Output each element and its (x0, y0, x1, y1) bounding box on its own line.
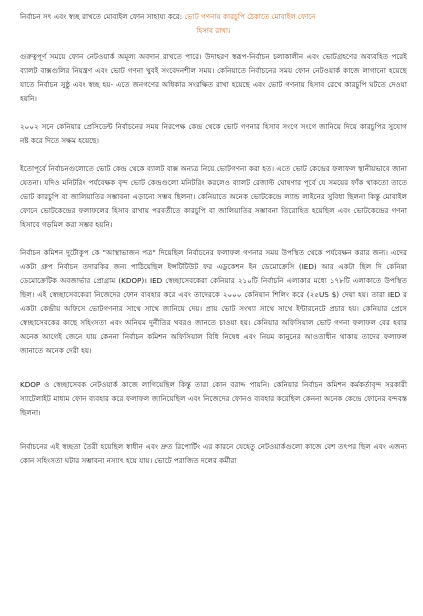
paragraph-4: নির্বাচন কমিশন দুর্টোকুপ কে "আস্থাভাজন পত্র" দিয়েছিল নির্বাচনের ফলাফল গণনার সময় উপস্থিত থেকে পর্যবেক্ষন করার জন্য। এদের একটা গ্রুপ নির্বাচন তদারকির জন্য পাঠিয়েছিল ইন্সটিটিউট ফর এডুকেশন ইন ডেমোক্রেসি (IED) আর একটা ছিল দি কেনিয়া ডেমোক্রেটিক অবজার্ভার প্রোগ্রাম (KDOP)। IED স্বেচ্ছাসেবকেরা কেনিয়ার ২১০টি নির্বাচনি এলাকার মধ্যে ১৭৮টি এলাকাতে উপস্থিত ছিল। এই স্বেচ্ছাসেবকেরা নিজেদের ফোন ব্যবহার করে এবং তাদেরকে ২০০০ কেনিয়ান শিলিং করে (২৫US $) দেয়া হয়। তারা IED র একটা কেন্দ্রীয় অফিসে ভোটগণনার সাথে সাথে জানিয়ে দেয়। প্রায় ভোট সংখ্যা সাথে সাথে ইন্টারনেটে প্রচার হয়। কেনিয়ার প্রেসে স্বেচ্ছাসেবকের কাছে সহিংসতা এবং অনিয়ম দুর্নীতির খবরও জানতে চাওয়া হয়। কেনিয়ার অফিসিয়াল ভোট গণনা ফলাফল বের হবার অনেক আগেই জেনে যায় কেননা নির্বাচন কমিশন অফিসিয়াল বিধি নিষেধ এবং নিয়ম কানুনের আওতাধীন থাকায় তাদের ফলাফল জানাতে অনেক দেরী হয়। (20, 248, 407, 355)
intro-lead: নির্বাচন সৎ এবং স্বচ্ছ রাখতে মোবাইল ফোন সাহায্য করে: (20, 12, 183, 21)
intro-highlight: ভোট গণনায় কারচুপি ঠেকাতে মোবাইল ফোনে (184, 12, 316, 21)
paragraph-2: ২০০২ সনে কেনিয়ার প্রেসিডেন্ট নির্বাচনের সময় নিরপেক্ষ কেন্দ্র থেকে ভোট গণনার হিসাব সংগে সংগে জানিয়ে দিয়ে কারচুপির সুযোগ নষ্ট করে দিতে সক্ষম হয়েছে। (20, 122, 407, 145)
paragraph-6: নির্বাচনের এই স্বচ্ছতা তৈরী হয়েছিল স্বাধীন এবং দ্রুত রিপোর্টিং এর কারনে যেহেতু নেটওয়ার্কগুলো কাজে বেশ তৎপর ছিল এবং এজন্য কোন সহিংসতা ঘটার সম্ভাবনা নস্যাৎ হয়ে যায়। ভোটে পরাজিত দলের কর্মীরা (20, 442, 407, 465)
paragraph-5: KDOP ও স্বেচ্ছাসেবক নেটওয়ার্ক কাজে লাগিয়েছিল কিন্তু তারা কোন বরাদ্দ পায়নি। কেনিয়ার নির্বাচন কমিশন কর্মকর্তাবৃন্দ সরকারী স্যাটেলাইট মাধ্যম ফোন ব্যবহার করে ফলাফল জানিয়েছিল এবং নিজেদের ফোনও ব্যবহার করেছিল কেননা অনেক কেন্দ্রে ফোনের বন্দবস্ত ছিলনা। (20, 380, 407, 417)
intro-paragraph (20, 10, 407, 24)
intro-highlight-continued: হিসাব রাখা। (196, 26, 231, 35)
paragraph-3: ইতোপূর্বে নির্বাচনগুলোতে ভোট কেন্দ্র থেকে ব্যালট বাক্স অন্যত্র নিয়ে ভোটগণনা করা হত। এতে ভোট কেন্দ্রের ফলাফল স্থানীয়ভাবে জানা যেতনা। যদিও মনিটরিং পর্যবেক্ষক বৃন্দ ভোট কেন্দ্রগুলো মনিটরিং করলেও ব্যালট রেজাল্ট ঘোষণার পূর্বে যে সময়ের ফাঁক থাকতো তাতে ভোট কারচুপি বা জালিয়াতির সম্ভাবনা এড়ানো সম্ভব ছিলনা। কেনিয়াতে অনেক ভোটকেন্দ্রে ল্যান্ড লাইনের সুবিধা ছিলনা কিন্তু মোবাইল ফোনে ভোটকেন্দ্রের ফলাফলের হিসাব রাখায় পরবর্তীতে কারচুপি বা জালিয়াতির সম্ভাবনা তিরোহিত হয়েছিল এবং ভোটকেন্দ্রের গণনা হিসাবে গড়মিল করা সম্ভব হয়নি। (20, 164, 407, 229)
paragraph-1: গুরুত্বপূর্ণ সময়ে ফোন নেটওয়ার্ক অমূল্য অবদান রাখতে পারে। উদাহরণ স্বরূপ-নির্বাচন চলাকালীন এবং ভোটগ্রহণের অব্যবহিত পরেই ব্যালট বাক্সগুলির নিয়ন্ত্রণ এবং ভোট গণনা খুবই সংবেদনশীল সময়। কেনিয়াতে নির্বাচনের সময় ফোন নেটওয়ার্ক কাজে লাগানো হয়েছে যাতে নির্বাচন সুষ্ঠু এবং স্বচ্ছ হয়- এতে জনগণের অধিকার সংরক্ষিত রাখা হয়েছে এবং ভোট গণনায় হিসাব রেখে কারচুপি ঘটতে দেওয়া হয়নি। (20, 52, 407, 103)
